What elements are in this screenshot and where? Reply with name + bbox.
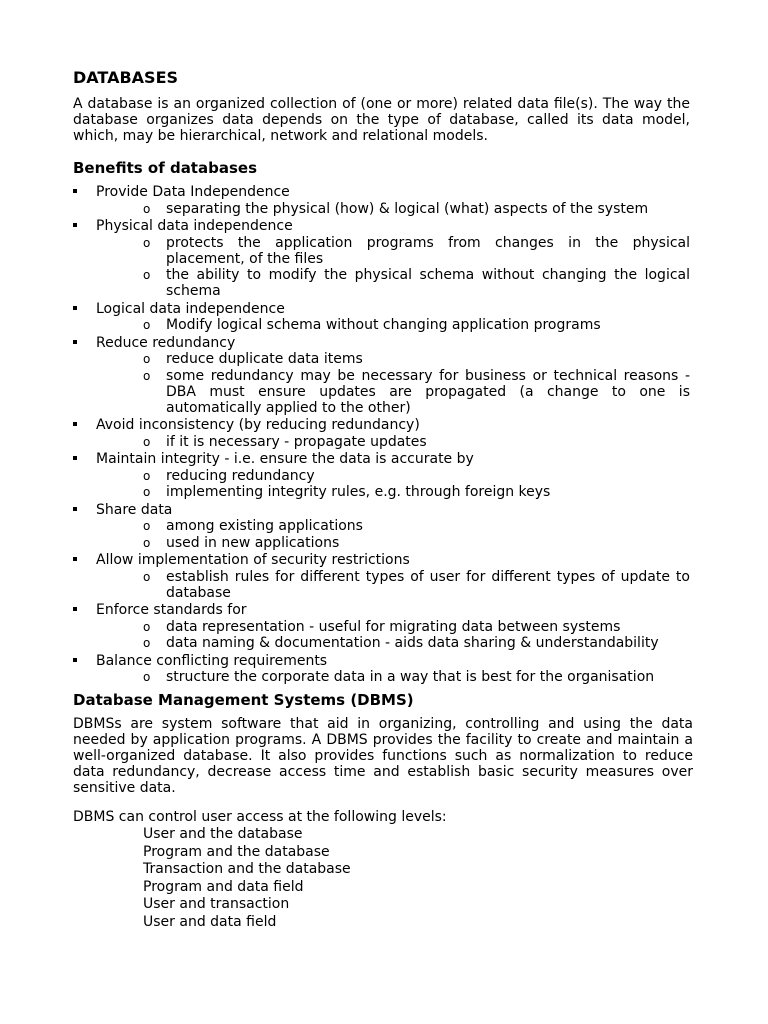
circle-bullet-icon: o — [143, 670, 151, 684]
square-bullet-icon — [73, 557, 77, 561]
square-bullet-icon — [73, 189, 77, 193]
sub-item — [143, 434, 690, 450]
sub-item-text: among existing applications — [166, 518, 363, 534]
sub-item-text: Modify logical schema without changing application programs — [166, 317, 601, 333]
square-bullet-icon — [73, 422, 77, 426]
sub-item-text: implementing integrity rules, e.g. through foreign keys — [166, 484, 551, 500]
access-level-item: User and the database — [143, 826, 303, 842]
circle-bullet-icon: o — [143, 352, 151, 366]
sub-item — [143, 535, 690, 551]
benefit-item — [73, 417, 690, 450]
sub-item-text: data representation - useful for migrating data between systems — [166, 618, 621, 635]
access-levels-list — [143, 826, 351, 931]
sub-item — [143, 569, 690, 601]
benefit-label: Provide Data Independence — [96, 184, 290, 200]
sub-item-text: structure the corporate data in a way that is best for the organisation — [166, 669, 655, 685]
circle-bullet-icon: o — [143, 636, 151, 650]
benefit-item — [73, 502, 690, 551]
benefit-label: Avoid inconsistency (by reducing redundancy) — [96, 417, 420, 433]
circle-bullet-icon: o — [143, 268, 151, 282]
benefit-label: Reduce redundancy — [96, 334, 236, 351]
benefit-label: Physical data independence — [96, 218, 293, 234]
sub-item — [143, 619, 690, 635]
sub-list — [96, 569, 690, 601]
sub-item-text: if it is necessary - propagate updates — [166, 433, 427, 450]
benefit-label: Enforce standards for — [96, 602, 247, 618]
sub-item — [143, 235, 690, 267]
access-level-item: Program and data field — [143, 878, 304, 895]
circle-bullet-icon: o — [143, 434, 151, 449]
circle-bullet-icon: o — [143, 535, 151, 550]
sub-item — [143, 201, 690, 217]
sub-item-text: reduce duplicate data items — [166, 351, 363, 367]
benefits-heading: Benefits of databases — [73, 159, 257, 177]
intro-paragraph: A database is an organized collection of (one or more) related data file(s). The way the database organizes data depends on the type of database, called its data model, which, may be hierarchical, network and relational models. — [73, 96, 690, 144]
benefit-item — [73, 451, 690, 500]
square-bullet-icon — [73, 223, 77, 227]
circle-bullet-icon: o — [143, 468, 151, 483]
access-level-item: User and transaction — [143, 896, 290, 912]
circle-bullet-icon: o — [143, 368, 151, 383]
square-bullet-icon — [73, 306, 77, 310]
benefits-list — [73, 184, 690, 687]
sub-item — [143, 368, 690, 416]
sub-item — [143, 635, 690, 651]
sub-item-text: separating the physical (how) & logical (what) aspects of the system — [166, 200, 649, 217]
square-bullet-icon — [73, 340, 77, 344]
sub-item — [143, 669, 690, 685]
circle-bullet-icon: o — [143, 569, 151, 584]
benefit-item — [73, 218, 690, 299]
sub-list — [96, 434, 690, 450]
access-level-item: Program and the database — [143, 843, 330, 860]
benefit-label: Share data — [96, 501, 173, 518]
sub-item-text: some redundancy may be necessary for business or technical reasons - DBA must ensure updates are propagated (a change to one is automatically applied to the other) — [166, 367, 690, 416]
benefit-label: Allow implementation of security restrictions — [96, 552, 410, 568]
sub-list — [96, 619, 690, 652]
page-title: DATABASES — [73, 68, 179, 87]
sub-item — [143, 317, 690, 333]
access-level-item: User and data field — [143, 913, 277, 930]
square-bullet-icon — [73, 507, 77, 511]
sub-item-text: data naming & documentation - aids data sharing & understandability — [166, 635, 659, 651]
dbms-heading: Database Management Systems (DBMS) — [73, 691, 414, 709]
sub-item — [143, 351, 690, 367]
circle-bullet-icon: o — [143, 201, 151, 216]
benefit-label: Maintain integrity - i.e. ensure the data is accurate by — [96, 451, 474, 467]
sub-list — [96, 317, 690, 333]
benefit-label: Logical data independence — [96, 300, 285, 317]
sub-item-text: establish rules for different types of user for different types of update to database — [166, 568, 690, 601]
benefit-item — [73, 552, 690, 601]
benefit-item — [73, 184, 690, 217]
circle-bullet-icon: o — [143, 485, 151, 499]
square-bullet-icon — [73, 658, 77, 662]
sub-item — [143, 484, 690, 500]
sub-item — [143, 468, 690, 484]
circle-bullet-icon: o — [143, 235, 151, 250]
sub-list — [96, 468, 690, 501]
dbms-paragraph: DBMSs are system software that aid in organizing, controlling and using the data needed by application programs. A DBMS provides the facility to create and maintain a well-organized database. It also provides functions such as normalization to reduce data redundancy, decrease access time and establish basic security measures over sensitive data. — [73, 716, 693, 796]
sub-list — [96, 201, 690, 217]
circle-bullet-icon: o — [143, 519, 151, 533]
square-bullet-icon — [73, 456, 77, 460]
circle-bullet-icon: o — [143, 619, 151, 634]
benefit-item — [73, 335, 690, 416]
access-intro: DBMS can control user access at the following levels: — [73, 809, 447, 825]
sub-list — [96, 351, 690, 416]
sub-list — [96, 518, 690, 551]
circle-bullet-icon: o — [143, 318, 151, 332]
sub-item-text: the ability to modify the physical schema without changing the logical schema — [166, 267, 690, 299]
benefit-item — [73, 602, 690, 651]
square-bullet-icon — [73, 607, 77, 611]
sub-list — [96, 235, 690, 300]
sub-item-text: protects the application programs from changes in the physical placement, of the files — [166, 234, 690, 267]
benefit-label: Balance conflicting requirements — [96, 652, 328, 669]
benefit-item — [73, 653, 690, 686]
sub-item — [143, 267, 690, 299]
sub-item — [143, 518, 690, 534]
sub-item-text: used in new applications — [166, 534, 340, 551]
benefit-item — [73, 301, 690, 334]
sub-list — [96, 669, 690, 685]
sub-item-text: reducing redundancy — [166, 467, 315, 484]
access-level-item: Transaction and the database — [143, 861, 351, 877]
